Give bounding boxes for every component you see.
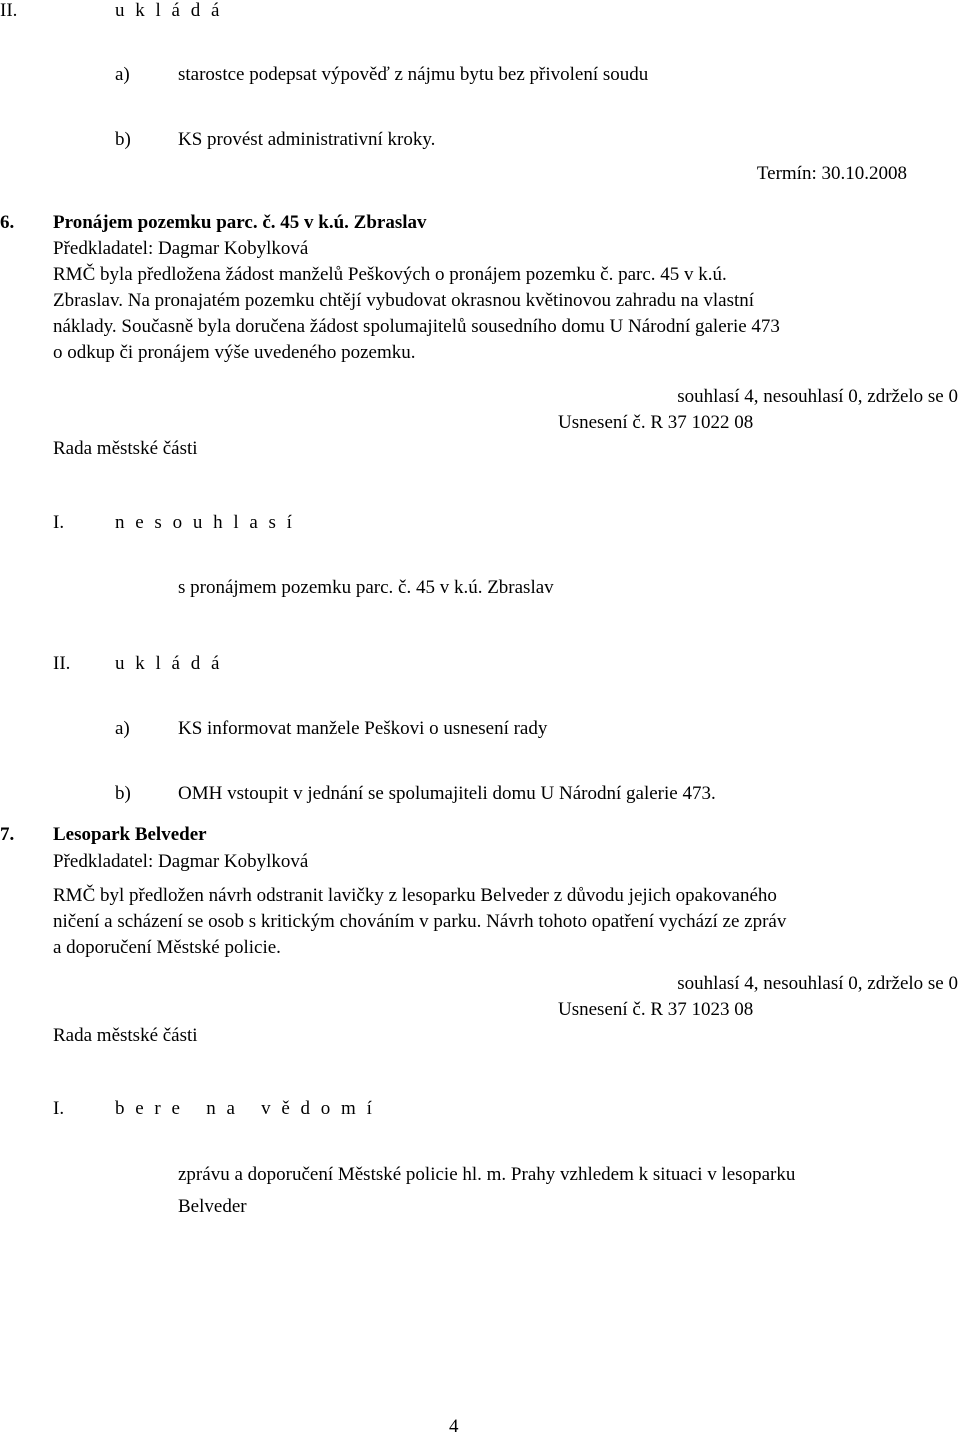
section6-part2-word: u k l á d á bbox=[115, 653, 223, 674]
section7-part1-word: b e r e n a v ě d o m í bbox=[115, 1098, 375, 1119]
section7-part1-text: zprávu a doporučení Městské policie hl. m. Prahy vzhledem k situaci v lesoparku bbox=[178, 1164, 796, 1185]
section7-part1-text: Belveder bbox=[178, 1196, 247, 1217]
page-number: 4 bbox=[449, 1416, 459, 1437]
section6-presenter: Předkladatel: Dagmar Kobylková bbox=[53, 238, 309, 259]
section7-vote: souhlasí 4, nesouhlasí 0, zdrželo se 0 bbox=[677, 973, 958, 994]
section6-resolution: Usnesení č. R 37 1022 08 bbox=[558, 412, 754, 433]
section7-council: Rada městské části bbox=[53, 1025, 198, 1046]
top-item-b-text: KS provést administrativní kroky. bbox=[178, 129, 436, 150]
section6-body-line: Zbraslav. Na pronajatém pozemku chtějí vybudovat okrasnou květinovou zahradu na vlastní bbox=[53, 290, 755, 311]
top-item-a-label: a) bbox=[115, 64, 130, 85]
section7-number: 7. bbox=[0, 824, 15, 845]
top-heading-number: II. bbox=[0, 0, 18, 21]
section6-part1-word: n e s o u h l a s í bbox=[115, 512, 295, 533]
section6-part2-a-text: KS informovat manžele Peškovi o usnesení rady bbox=[178, 718, 548, 739]
section7-body-line: RMČ byl předložen návrh odstranit lavičky z lesoparku Belveder z důvodu jejich opakovaného bbox=[53, 885, 777, 906]
section7-part1-number: I. bbox=[53, 1098, 65, 1119]
section6-title: Pronájem pozemku parc. č. 45 v k.ú. Zbraslav bbox=[53, 212, 427, 233]
section6-part2-a-label: a) bbox=[115, 718, 130, 739]
section7-presenter: Předkladatel: Dagmar Kobylková bbox=[53, 851, 309, 872]
top-item-a-text: starostce podepsat výpověď z nájmu bytu bez přivolení soudu bbox=[178, 64, 649, 85]
deadline: Termín: 30.10.2008 bbox=[756, 163, 907, 184]
section7-body-line: ničení a scházení se osob s kritickým chováním v parku. Návrh tohoto opatření vychází ze zpráv bbox=[53, 911, 787, 932]
section7-resolution: Usnesení č. R 37 1023 08 bbox=[558, 999, 754, 1020]
section6-body-line: RMČ byla předložena žádost manželů Peškových o pronájem pozemku č. parc. 45 v k.ú. bbox=[53, 264, 727, 285]
top-heading-word: u k l á d á bbox=[115, 0, 223, 21]
top-item-b-label: b) bbox=[115, 129, 131, 150]
section6-part2-b-label: b) bbox=[115, 783, 131, 804]
section6-body-line: náklady. Současně byla doručena žádost spolumajitelů sousedního domu U Národní galerie 473 bbox=[53, 316, 780, 337]
section6-council: Rada městské části bbox=[53, 438, 198, 459]
section6-part2-number: II. bbox=[53, 653, 71, 674]
section7-body-line: a doporučení Městské policie. bbox=[53, 937, 281, 958]
section6-part1-text: s pronájmem pozemku parc. č. 45 v k.ú. Zbraslav bbox=[178, 577, 554, 598]
section6-body-line: o odkup či pronájem výše uvedeného pozemku. bbox=[53, 342, 416, 363]
section7-title: Lesopark Belveder bbox=[53, 824, 207, 845]
section6-number: 6. bbox=[0, 212, 15, 233]
section6-part2-b-text: OMH vstoupit v jednání se spolumajiteli domu U Národní galerie 473. bbox=[178, 783, 716, 804]
section6-vote: souhlasí 4, nesouhlasí 0, zdrželo se 0 bbox=[677, 386, 958, 407]
section6-part1-number: I. bbox=[53, 512, 65, 533]
